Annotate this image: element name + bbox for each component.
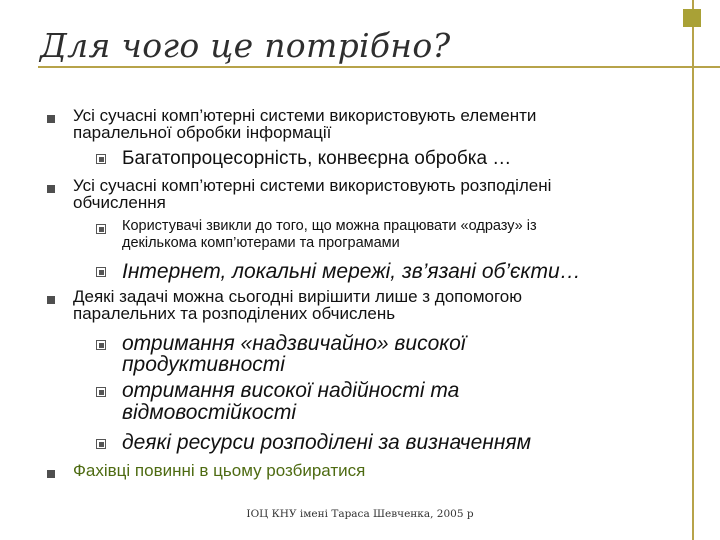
bullet-1-line-1: Усі сучасні комп’ютерні системи використовують елементи (73, 106, 537, 125)
bullet-1-line-2: паралельної обробки інформації (73, 123, 332, 142)
bullet-2-line-1: Усі сучасні комп’ютерні системи використовують розподілені (73, 176, 552, 195)
sub-bullet-checkbox-icon (96, 439, 106, 449)
bullet-3-line-1: Деякі задачі можна сьогодні вирішити лише з допомогою (73, 287, 522, 306)
decorative-square (683, 9, 701, 27)
sub-bullet-checkbox-icon (96, 267, 106, 277)
slide-footer: ІОЦ КНУ імені Тараса Шевченка, 2005 р (246, 508, 474, 520)
sub-bullet-checkbox-icon (96, 340, 106, 350)
sub-bullet-checkbox-icon (96, 387, 106, 397)
sub-bullet-2-1-line-1: Користувачі звикли до того, що можна працювати «одразу» із (122, 218, 537, 234)
sub-bullet-checkbox-icon (96, 224, 106, 234)
sub-bullet-2-2: Інтернет, локальні мережі, зв’язані об’єкти… (122, 260, 581, 283)
sub-bullet-2-1-line-2: декількома комп’ютерами та програмами (122, 235, 400, 251)
decorative-horizontal-line (38, 66, 720, 68)
bullet-square-icon (47, 115, 55, 123)
bullet-4-line-1: Фахівці повинні в цьому розбиратися (73, 461, 366, 480)
sub-bullet-3-1-line-1: отримання «надзвичайно» високої (122, 332, 466, 355)
bullet-2-line-2: обчислення (73, 193, 166, 212)
sub-bullet-1-1: Багатопроцесорність, конвеєрна обробка … (122, 148, 512, 169)
bullet-square-icon (47, 296, 55, 304)
bullet-square-icon (47, 470, 55, 478)
sub-bullet-checkbox-icon (96, 154, 106, 164)
bullet-square-icon (47, 185, 55, 193)
sub-bullet-3-3: деякі ресурси розподілені за визначенням (122, 431, 532, 454)
decorative-vertical-line (692, 0, 694, 540)
sub-bullet-3-1-line-2: продуктивності (122, 353, 285, 376)
bullet-3-line-2: паралельних та розподілених обчислень (73, 304, 396, 323)
sub-bullet-3-2-line-1: отримання високої надійності та (122, 379, 460, 402)
slide-title: Для чого це потрібно? (40, 26, 451, 65)
sub-bullet-3-2-line-2: відмовостійкості (122, 401, 297, 424)
